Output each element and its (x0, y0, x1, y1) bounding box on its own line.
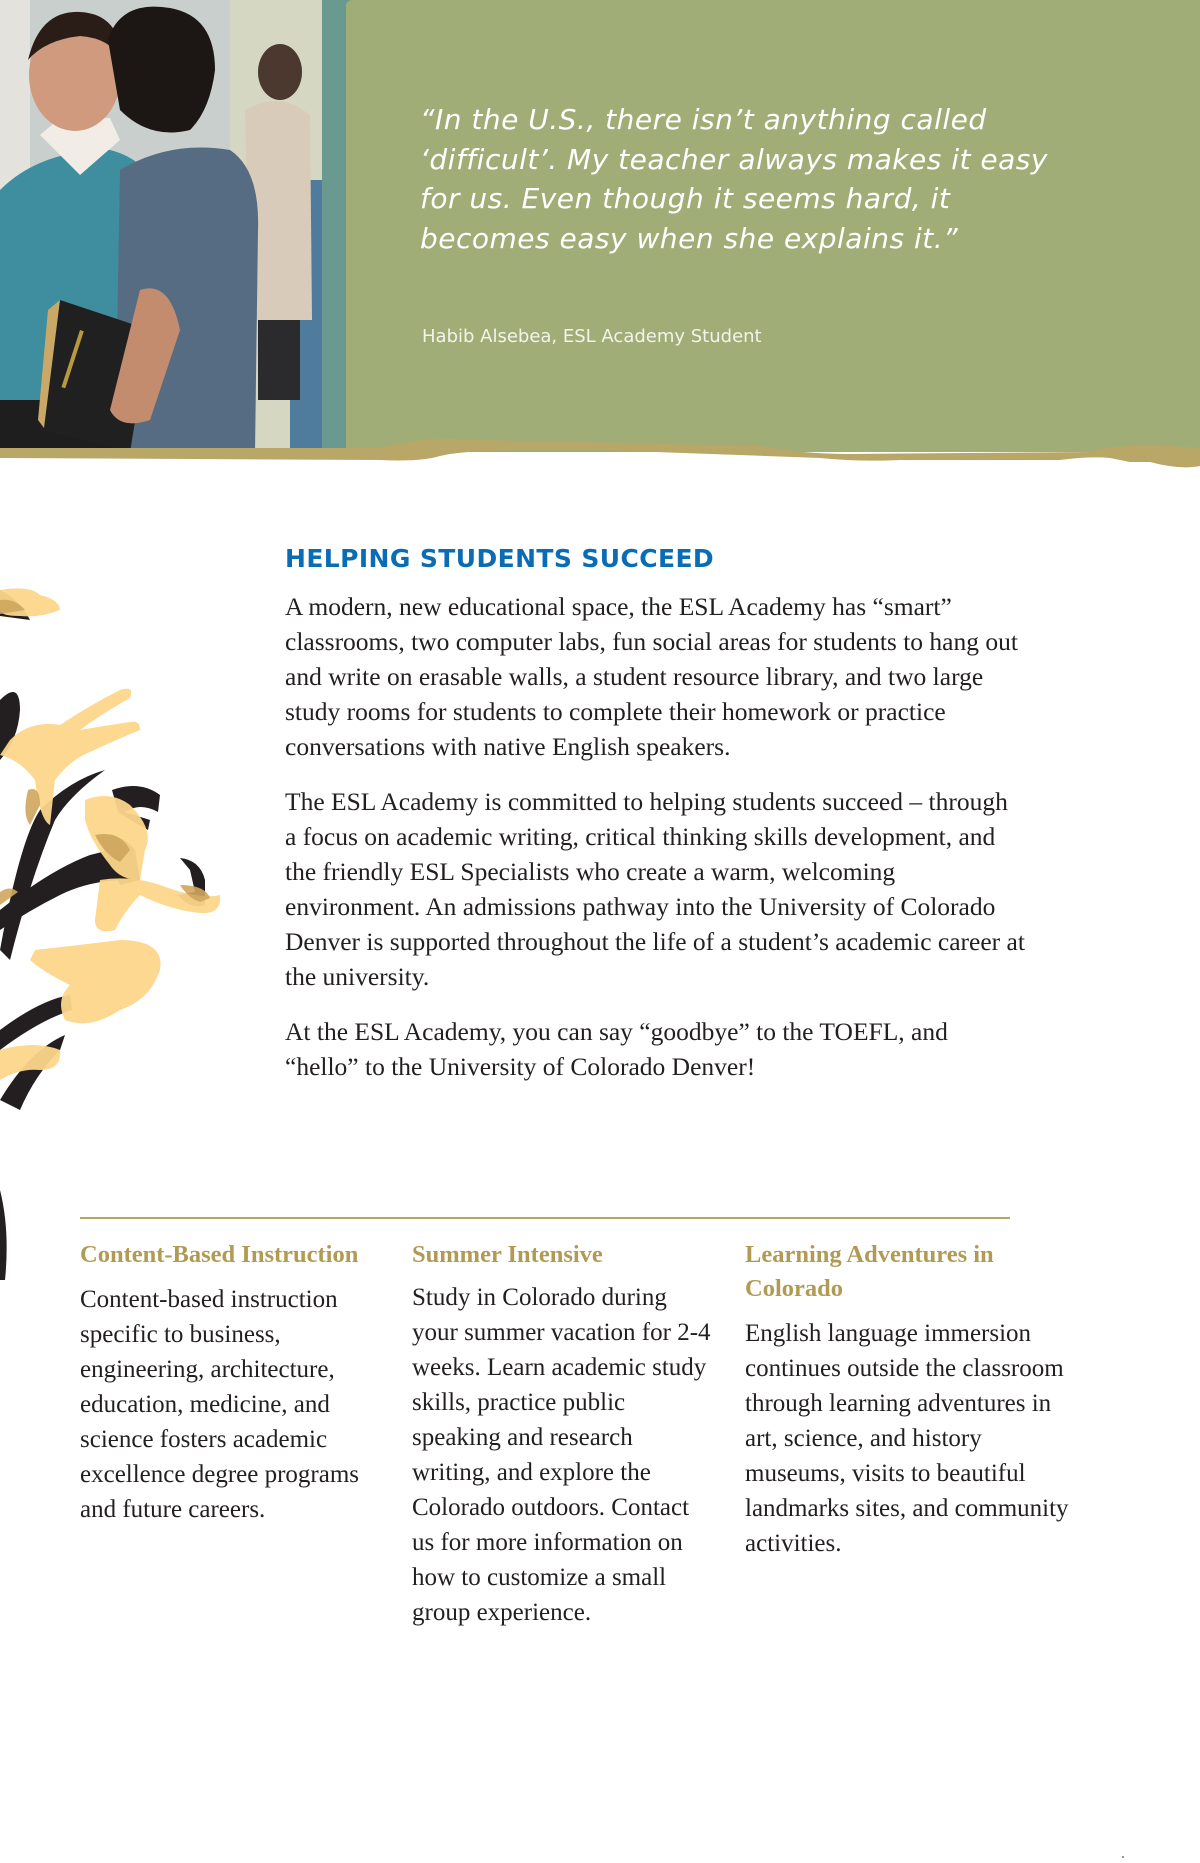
article-helping-students (285, 544, 1025, 1104)
page-corner-mark (1122, 1856, 1124, 1858)
brush-edge-decoration (0, 436, 1200, 470)
program-summer-intensive (412, 1238, 712, 1630)
program-title: Content-Based Instruction (80, 1241, 359, 1268)
article-paragraph: At the ESL Academy, you can say “goodbye” to the TOEFL, and “hello” to the University of Colorado Denver! (285, 1017, 948, 1081)
program-content-based-instruction (80, 1238, 380, 1527)
article-paragraph: A modern, new educational space, the ESL Academy has “smart” classrooms, two computer labs, fun social areas for students to hang out and write on erasable walls, a student resource library, and two large study rooms for students to complete their homework or practice conversations with native English speakers. (285, 592, 1018, 761)
students-photo (0, 0, 326, 452)
program-description: Study in Colorado during your summer vacation for 2-4 weeks. Learn academic study skills, practice public speaking and research writing, and explore the Colorado outdoors. Contact us for more information on how to customize a small group experience. (412, 1284, 711, 1626)
students-photo-illustration (0, 0, 326, 452)
quote-attribution: Habib Alsebea, ESL Academy Student (422, 326, 762, 347)
tree-branch-decoration (0, 580, 230, 1320)
program-learning-adventures (745, 1238, 1075, 1561)
program-description: English language immersion continues outside the classroom through learning adventures in art, science, and history museums, visits to beautiful landmarks sites, and community activities. (745, 1320, 1069, 1557)
section-divider (80, 1217, 1010, 1219)
tree-dark-branches (0, 590, 205, 1280)
article-paragraph: The ESL Academy is committed to helping students succeed – through a focus on academic writing, critical thinking skills development, and the friendly ESL Specialists who create a warm, welcoming environment. An admissions pathway into the University of Colorado Denver is supported throughout the life of a student’s academic career at the university. (285, 787, 1025, 991)
student-quote: “In the U.S., there isn’t anything called ‘difficult’. My teacher always makes it easy for us. Even though it seems hard, it becomes easy when she explains it.” (420, 103, 1048, 255)
program-title: Summer Intensive (412, 1241, 603, 1268)
header-band (0, 0, 1200, 470)
section-heading: HELPING STUDENTS SUCCEED (285, 544, 715, 573)
program-title: Learning Adventures in Colorado (745, 1241, 994, 1302)
program-description: Content-based instruction specific to business, engineering, architecture, education, medicine, and science fosters academic excellence degree programs and future careers. (80, 1286, 360, 1523)
